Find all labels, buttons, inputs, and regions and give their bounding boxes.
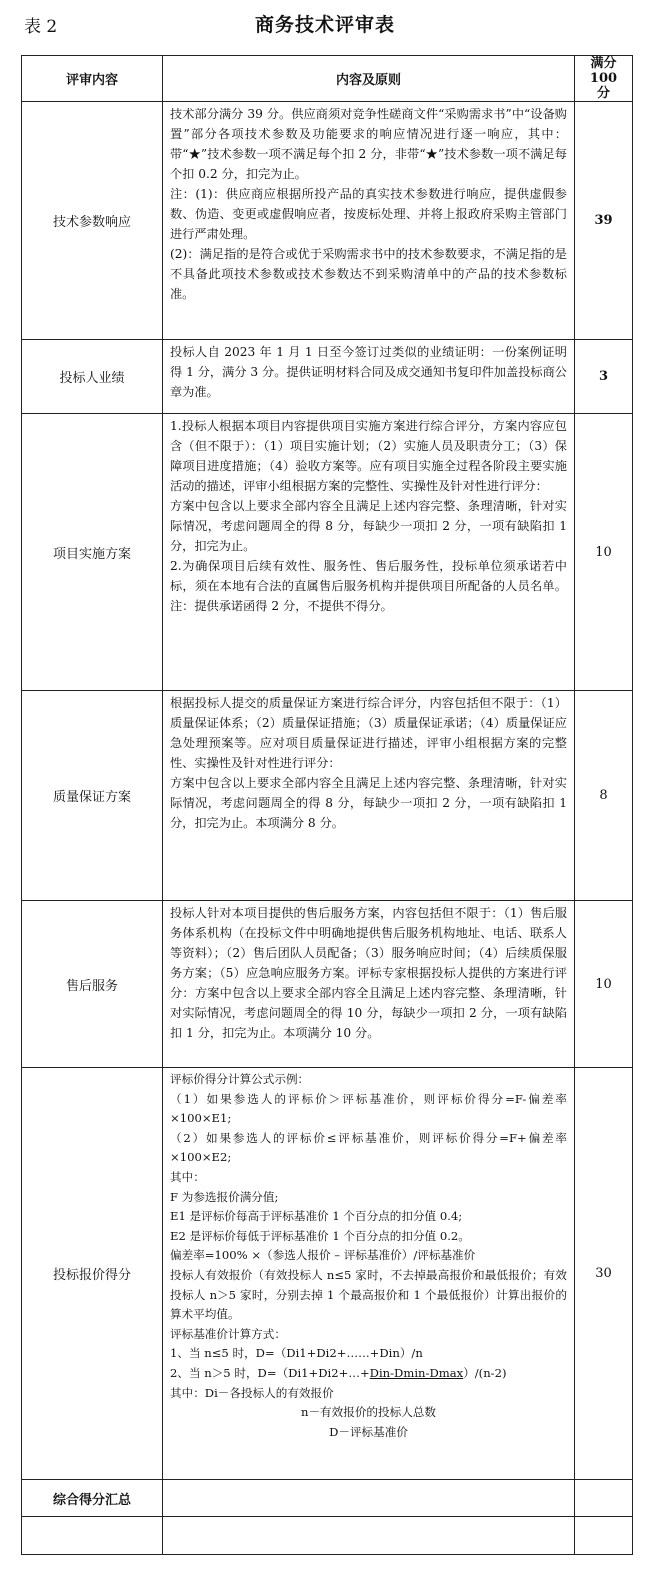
content-line: E1 是评标价每高于评标基准价 1 个百分点的扣分值 0.4; bbox=[170, 1209, 463, 1224]
row-item: 技术参数响应 bbox=[22, 102, 163, 340]
row-content bbox=[163, 1068, 575, 1480]
row-content bbox=[163, 102, 575, 340]
content-line: 技术部分满分 39 分。供应商须对竞争性磋商文件“采购需求书”中“设备购置”部分各项技术参数及功能要求的响应情况进行逐一响应，其中：带“★”技术参数一项不满足每个扣 2 分，非带“★”技术参数一项不满足每个扣 0.2 分，扣完为止。 bbox=[170, 107, 567, 181]
row-score: 10 bbox=[575, 901, 633, 1068]
content-line: 方案中包含以上要求全部内容全且满足上述内容完整、条理清晰，针对实际情况，考虑问题周全的得 8 分，每缺少一项扣 2 分，一项有缺陷扣 1 分，扣完为止。本项满分 8 分。 bbox=[170, 776, 571, 830]
content-line: 投标人有效报价（有效投标人 n≤5 家时，不去掉最高报价和最低报价；有效投标人 n＞5 家时，分别去掉 1 个最高报价和 1 个最低报价）计算出报价的算术平均值。 bbox=[170, 1267, 567, 1322]
table-row bbox=[22, 1068, 633, 1480]
note-line: D－评标基准价 bbox=[329, 1424, 408, 1439]
table-row bbox=[22, 414, 633, 691]
row-item bbox=[22, 1517, 163, 1555]
table-row bbox=[22, 102, 633, 340]
content-line: (2)：满足指的是符合或优于采购需求书中的技术参数要求，不满足指的是不具备此项技术参数或技术参数达不到采购清单中的产品的技术参数标准。 bbox=[170, 247, 567, 301]
row-item: 综合得分汇总 bbox=[22, 1480, 163, 1517]
table-header-row bbox=[22, 56, 633, 102]
table-caption bbox=[0, 8, 650, 40]
table-row bbox=[22, 691, 633, 901]
row-content bbox=[163, 340, 575, 414]
header-score-line1: 满分 100 bbox=[589, 56, 618, 86]
header-content: 内容及原则 bbox=[163, 56, 575, 102]
row-item: 售后服务 bbox=[22, 901, 163, 1068]
row-item: 投标人业绩 bbox=[22, 340, 163, 414]
content-line: 评标基准价计算方式： bbox=[170, 1326, 286, 1341]
header-score bbox=[575, 56, 633, 102]
formula-suffix: ）/(n-2) bbox=[463, 1365, 507, 1380]
row-item: 投标报价得分 bbox=[22, 1068, 163, 1480]
table-row-summary bbox=[22, 1480, 633, 1517]
content-line: 其中： bbox=[170, 1169, 205, 1184]
row-content bbox=[163, 901, 575, 1068]
content-line: 根据投标人提交的质量保证方案进行综合评分，内容包括但不限于：（1）质量保证体系；（2）质量保证措施；（3）质量保证承诺；（4）质量保证应急处理预案等。应对项目质量保证进行描述，评审小组根据方案的完整性、实操性及针对性进行评分： bbox=[170, 696, 567, 770]
content-line: 1.投标人根据本项目内容提供项目实施方案进行综合评分，方案内容应包含（但不限于）：（1）项目实施计划；（2）实施人员及职责分工；（3）保障项目进度措施；（4）验收方案等。应有项目实施全过程各阶段主要实施活动的描述，评审小组根据方案的完整性、实操性及针对性进行评分： bbox=[170, 419, 567, 493]
row-content bbox=[163, 414, 575, 691]
content-line: 偏差率=100% ×（参选人报价 – 评标基准价）/评标基准价 bbox=[170, 1248, 476, 1263]
formula-prefix: 2、当 n＞5 时，D=（Di1+Di2+…+ bbox=[170, 1365, 370, 1380]
row-score bbox=[575, 1517, 633, 1555]
row-item: 质量保证方案 bbox=[22, 691, 163, 901]
content-line: 注：(1)：供应商应根据所投产品的真实技术参数进行响应，提供虚假参数、伪造、变更或虚假响应者，按废标处理、并将上报政府采购主管部门进行严肃处理。 bbox=[170, 187, 567, 241]
content-line: （2）如果参选人的评标价≤评标基准价，则评标价得分=F+偏差率×100×E2; bbox=[170, 1130, 567, 1165]
note-line: 其中：Di－各投标人的有效报价 bbox=[170, 1385, 334, 1400]
row-score: 39 bbox=[575, 102, 633, 340]
content-line: （1）如果参选人的评标价＞评标基准价，则评标价得分=F-偏差率×100×E1; bbox=[170, 1091, 567, 1126]
content-line: 评标价得分计算公式示例： bbox=[170, 1072, 310, 1086]
content-line: F 为参选报价满分值; bbox=[170, 1189, 279, 1204]
row-content bbox=[163, 691, 575, 901]
table-title: 商务技术评审表 bbox=[254, 14, 395, 36]
content-line: 投标人针对本项目提供的售后服务方案，内容包括但不限于：（1）售后服务体系机构（在投标文件中明确地提供售后服务机构地址、电话、联系人等资料）；（2）售后团队人员配备；（3）服务响应时间；（4）后续质保服务方案；（5）应急响应服务方案。评标专家根据投标人提供的方案进行评分：方案中包含以上要求全部内容全且满足上述内容完整、条理清晰，针对实际情况，考虑问题周全的得 10 分，每缺少一项扣 2 分，一项有缺陷扣 1 分，扣完为止。本项满分 10 分。 bbox=[170, 906, 567, 1040]
row-score bbox=[575, 1480, 633, 1517]
note-line: n－有效报价的投标人总数 bbox=[301, 1405, 436, 1420]
table-row-empty bbox=[22, 1517, 633, 1555]
content-line: 投标人自 2023 年 1 月 1 日至今签订过类似的业绩证明：一份案例证明得 1 分，满分 3 分。提供证明材料合同及成交通知书复印件加盖投标商公章为准。 bbox=[170, 345, 567, 399]
header-score-line2: 分 bbox=[596, 86, 610, 101]
row-score: 8 bbox=[575, 691, 633, 901]
row-score: 3 bbox=[575, 340, 633, 414]
content-line: 方案中包含以上要求全部内容全且满足上述内容完整、条理清晰，针对实际情况，考虑问题周全的得 8 分，每缺少一项扣 2 分，一项有缺陷扣 1 分，扣完为止。 bbox=[170, 499, 571, 553]
formula-line bbox=[170, 1364, 567, 1384]
row-score: 10 bbox=[575, 414, 633, 691]
content-line: 2.为确保项目后续有效性、服务性、售后服务性，投标单位须承诺若中标，须在本地有合法的直属售后服务机构并提供项目所配备的人员名单。注：提供承诺函得 2 分，不提供不得分。 bbox=[170, 559, 567, 613]
content-line: E2 是评标价每低于评标基准价 1 个百分点的扣分值 0.2。 bbox=[170, 1228, 470, 1243]
row-content bbox=[163, 1517, 575, 1555]
table-row bbox=[22, 340, 633, 414]
evaluation-table bbox=[21, 55, 633, 1555]
table-number: 表 2 bbox=[24, 17, 58, 37]
row-item: 项目实施方案 bbox=[22, 414, 163, 691]
row-score: 30 bbox=[575, 1068, 633, 1480]
table-row bbox=[22, 901, 633, 1068]
formula-underlined: Din-Dmin-Dmax bbox=[369, 1365, 464, 1380]
content-line: 1、当 n≤5 时，D=（Di1+Di2+……+Din）/n bbox=[170, 1346, 423, 1361]
header-item: 评审内容 bbox=[22, 56, 163, 102]
row-content bbox=[163, 1480, 575, 1517]
